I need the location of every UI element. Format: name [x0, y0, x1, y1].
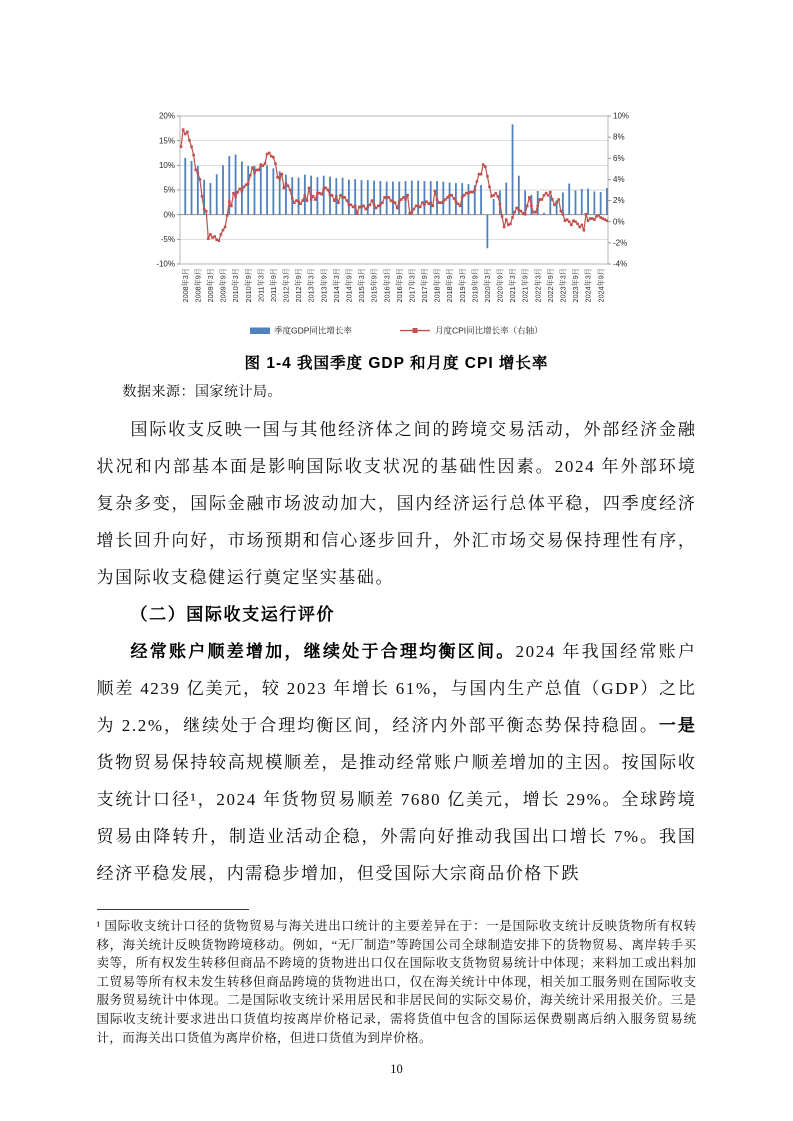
paragraph-intro: 国际收支反映一国与其他经济体之间的跨境交易活动，外部经济金融状况和内部基本面是影响国际收支状况的基础性因素。2024 年外部环境复杂多变，国际金融市场波动加大，国内经济运行总体平稳，四季度经济增长回升向好，市场预期和信心逐步回升，外汇市场交易保持理性有序，为国际收支稳健运行奠定坚实基础。 — [96, 420, 697, 587]
svg-text:2016年9月: 2016年9月 — [394, 268, 404, 303]
svg-text:2019年3月: 2019年3月 — [457, 268, 467, 303]
legend-cpi-marker — [412, 328, 417, 333]
svg-text:2009年3月: 2009年3月 — [205, 268, 215, 303]
svg-text:2012年3月: 2012年3月 — [281, 268, 291, 303]
svg-text:2023年9月: 2023年9月 — [570, 268, 580, 303]
svg-text:2017年9月: 2017年9月 — [419, 268, 429, 303]
svg-text:2016年3月: 2016年3月 — [381, 268, 391, 303]
svg-text:2017年3月: 2017年3月 — [406, 268, 416, 303]
svg-text:2008年9月: 2008年9月 — [192, 268, 202, 303]
svg-text:-4%: -4% — [612, 259, 627, 269]
figure-1-4 — [142, 0, 652, 373]
svg-text:0%: 0% — [612, 217, 625, 227]
svg-text:5%: 5% — [162, 185, 175, 195]
svg-text:2010年3月: 2010年3月 — [230, 268, 240, 303]
svg-text:2009年9月: 2009年9月 — [218, 268, 228, 303]
legend-gdp-swatch — [250, 328, 270, 335]
svg-text:2014年3月: 2014年3月 — [331, 268, 341, 303]
footnote-1: ¹ 国际收支统计口径的货物贸易与海关进出口统计的主要差异在于：一是国际收支统计反映货物所有权转移，海关统计反映货物跨境移动。例如，“无厂制造”等跨国公司全球制造安排下的货物贸易、离岸转手买卖等，所有权发生转移但商品不跨境的货物进出口仅在国际收支货物贸易统计中体现；来料加工或出料加工贸易等所有权未发生转移但商品跨境的货物进出口，仅在海关统计中体现，相关加工服务则在国际收支服务贸易统计中体现。二是国际收支统计采用居民和非居民间的实际交易价，海关统计采用报关价。三是国际收支统计要求进出口货值均按离岸价格记录，需将货值中包含的国际运保费剔离后纳入服务贸易统计，而海关出口货值为离岸价格，但进口货值为到岸价格。 — [96, 919, 697, 1045]
svg-text:2010年9月: 2010年9月 — [243, 268, 253, 303]
svg-text:8%: 8% — [612, 132, 625, 142]
x-axis-labels — [180, 268, 605, 302]
bold-lead-current-account: 经常账户顺差增加，继续处于合理均衡区间。 — [130, 642, 516, 661]
svg-text:-2%: -2% — [612, 238, 627, 248]
chart-legend — [250, 326, 543, 336]
svg-text:2019年9月: 2019年9月 — [469, 268, 479, 303]
gdp-bar-series — [184, 124, 608, 248]
svg-text:2020年9月: 2020年9月 — [495, 268, 505, 303]
svg-text:2%: 2% — [612, 196, 625, 206]
svg-text:0%: 0% — [162, 210, 175, 220]
svg-text:4%: 4% — [612, 175, 625, 185]
svg-text:2022年9月: 2022年9月 — [545, 268, 555, 303]
svg-text:2024年9月: 2024年9月 — [595, 268, 605, 303]
figure-title: 图 1-4 我国季度 GDP 和月度 CPI 增长率 — [244, 355, 549, 372]
svg-text:2013年3月: 2013年3月 — [306, 268, 316, 303]
gridlines — [180, 141, 608, 240]
paragraph-evaluation — [97, 633, 697, 892]
svg-text:2024年3月: 2024年3月 — [583, 268, 593, 303]
svg-text:-5%: -5% — [160, 234, 175, 244]
svg-text:2023年3月: 2023年3月 — [558, 268, 567, 303]
svg-text:2020年3月: 2020年3月 — [482, 268, 492, 303]
section-heading: （二）国际收支运行评价 — [130, 605, 336, 624]
legend-gdp-label: 季度GDP同比增长率 — [273, 325, 352, 336]
paragraph-evaluation-text-1: 2024 年我国经常账户顺差 4239 亿美元，较 2023 年增长 61%，与国内生产总值（GDP）之比为 2.2%，继续处于合理均衡区间，经济内外部平衡态势保持稳固。 — [96, 642, 697, 735]
svg-text:2012年9月: 2012年9月 — [293, 268, 303, 303]
svg-text:20%: 20% — [158, 111, 175, 121]
svg-text:2014年9月: 2014年9月 — [344, 268, 353, 303]
svg-text:2018年9月: 2018年9月 — [444, 268, 454, 303]
svg-text:2022年3月: 2022年3月 — [532, 268, 542, 303]
svg-text:2011年3月: 2011年3月 — [255, 268, 265, 302]
svg-text:2015年9月: 2015年9月 — [369, 268, 379, 303]
paragraph-evaluation-text-2: 货物贸易保持较高规模顺差，是推动经常账户顺差增加的主因。按国际收支统计口径¹，2024 年货物贸易顺差 7680 亿美元，增长 29%。全球跨境贸易由降转升，制造业活动企稳，外需向好推动我国出口增长 7%。我国经济平稳发展，内需稳步增加，但受国际大宗商品价格下跌 — [96, 753, 697, 883]
svg-text:2021年9月: 2021年9月 — [520, 268, 530, 303]
legend-cpi-label: 月度CPI同比增长率（右轴） — [434, 325, 543, 336]
svg-text:2011年9月: 2011年9月 — [268, 268, 278, 302]
document-page — [97, 0, 697, 1077]
svg-text:2018年3月: 2018年3月 — [432, 268, 442, 303]
bold-lead-first-point: 一是 — [658, 716, 697, 735]
cpi-line-series — [179, 128, 608, 242]
svg-text:6%: 6% — [612, 153, 625, 163]
svg-text:-10%: -10% — [155, 259, 175, 269]
svg-text:15%: 15% — [158, 136, 175, 146]
svg-text:10%: 10% — [158, 160, 175, 170]
figure-source: 数据来源：国家统计局。 — [122, 385, 282, 400]
svg-text:10%: 10% — [612, 111, 629, 121]
page-number: 10 — [390, 1062, 403, 1077]
svg-text:2013年9月: 2013年9月 — [318, 268, 328, 303]
svg-text:2021年3月: 2021年3月 — [507, 268, 517, 303]
gdp-cpi-combo-chart — [142, 106, 652, 344]
svg-text:2008年3月: 2008年3月 — [180, 268, 190, 303]
svg-text:2015年3月: 2015年3月 — [356, 268, 366, 303]
footnote-separator — [97, 909, 249, 910]
